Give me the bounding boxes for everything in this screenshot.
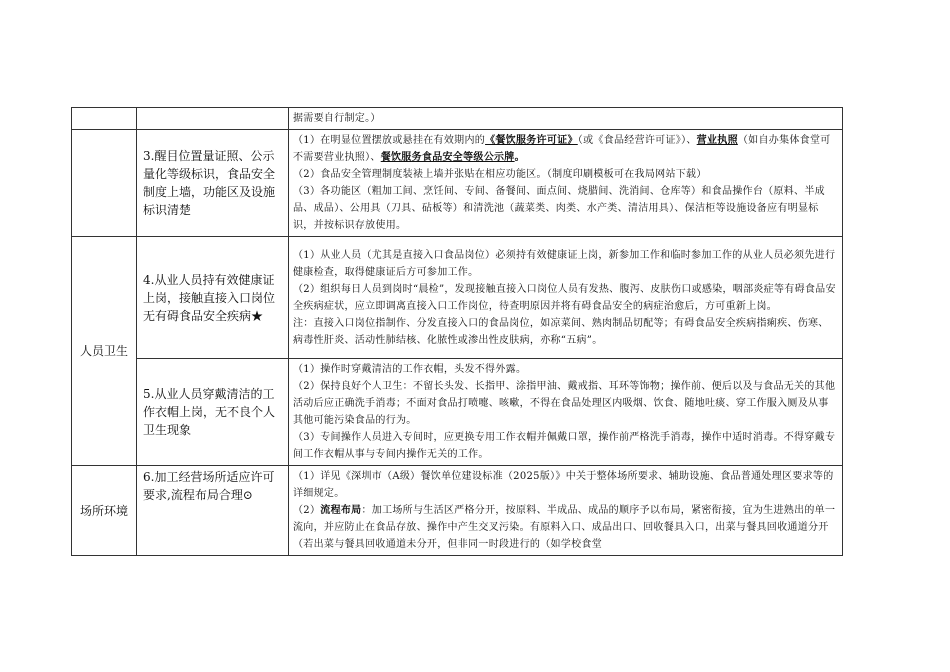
layout-emphasis: 流程布局 (320, 505, 362, 516)
table-row (72, 130, 843, 237)
requirement-cell (289, 130, 843, 237)
requirement-text: 据需要自行制定。） (293, 113, 381, 124)
requirement-cell (289, 359, 843, 466)
business-license-emphasis: 营业执照 (696, 135, 738, 146)
table-row (72, 237, 843, 359)
item-cell: 3.醒目位置量证照、公示量化等级标识，食品安全制度上墙，功能区及设施标识清楚 (137, 130, 289, 237)
requirement-paragraph: （3）专间操作人员进入专间时，应更换专用工作衣帽并佩戴口罩，操作前严格洗手消毒，操作中适时消毒。不得穿戴专间工作衣帽从事与专间内操作无关的工作。 (293, 432, 836, 460)
requirement-paragraph: （2）保持良好个人卫生：不留长头发、长指甲、涂指甲油、戴戒指、耳环等饰物；操作前、便后以及与食品无关的其他活动后应正确洗手消毒；不面对食品打喷嚏、咳嗽，不得在食品处理区内吸烟、饮食、随地吐痰、穿工作服入厕及从事其他可能污染食品的行为。 (293, 381, 836, 426)
requirement-paragraph: （1）从业人员（尤其是直接入口食品岗位）必须持有效健康证上岗，新参加工作和临时参加工作的从业人员必须先进行健康检查，取得健康证后方可参加工作。 (293, 249, 836, 278)
item-cell (137, 108, 289, 130)
table-row (72, 466, 843, 556)
item-cell: 6.加工经营场所适应许可要求,流程布局合理⊙ (137, 466, 289, 556)
text-span: （或《食品经营许可证》）、 (577, 135, 697, 146)
requirement-cell (289, 108, 843, 130)
category-cell (72, 108, 137, 130)
requirement-paragraph: （1）操作时穿戴清洁的工作衣帽，头发不得外露。 (293, 364, 527, 375)
category-personnel: 人员卫生 (72, 237, 137, 466)
requirement-paragraph (293, 132, 838, 166)
text-span: （1）在明显位置摆放或悬挂在有效期内的 (293, 135, 486, 146)
requirement-paragraph: （2）组织每日人员到岗时“晨检”，发现接触直接入口岗位人员有发热、腹泻、皮肤伤口或感染，咽部炎症等有碍食品安全疾病症状，应立即调离直接入口工作岗位，待查明原因并将有碍食品安全的病症治愈后，方可重新上岗。 (293, 283, 836, 312)
requirement-cell (289, 466, 843, 556)
requirement-paragraph (293, 502, 838, 553)
item-cell: 5.从业人员穿戴清洁的工作衣帽上岗，无不良个人卫生现象 (137, 359, 289, 466)
table-row (72, 108, 843, 130)
requirement-paragraph: （3）各功能区（粗加工间、烹饪间、专间、备餐间、面点间、烧腊间、洗消间、仓库等）和食品操作台（原料、半成品、成品）、公用具（刀具、砧板等）和清洗池（蔬菜类、肉类、水产类、清洁用具）、保洁柜等设施设备应有明显标识，并按标识存放使用。 (293, 186, 825, 231)
requirement-paragraph: （1）详见《深圳市（A级）餐饮单位建设标准（2025版）》中关于整体场所要求、辅助设施、食品普通处理区要求等的详细规定。 (293, 471, 834, 499)
item-cell: 4.从业人员持有效健康证上岗，接触直接入口岗位无有碍食品安全疾病★ (137, 237, 289, 359)
text-span: （如自办集体食堂可不需要营业执照）、 (293, 135, 831, 163)
text-span: （2） (293, 505, 321, 516)
table-row (72, 359, 843, 466)
category-cell (72, 130, 137, 237)
inspection-table (71, 107, 843, 556)
requirement-cell (289, 237, 843, 359)
note-paragraph: 注：直接入口岗位指制作、分发直接入口的食品岗位，如凉菜间、熟肉制品切配等；有碍食品安全疾病指痢疾、伤寒、病毒性肝炎、活动性肺结核、化脓性或渗出性皮肤病，亦称“五病”。 (293, 317, 829, 346)
category-site: 场所环境 (72, 466, 137, 556)
requirement-paragraph: （2）食品安全管理制度装裱上墙并张贴在相应功能区。（制度印刷模板可在我局网站下载） (293, 169, 707, 180)
license-emphasis: 《餐饮服务许可证》 (485, 135, 578, 146)
rating-sign-emphasis: 餐饮服务食品安全等级公示牌 (380, 152, 515, 163)
text-span: 。 (514, 152, 525, 163)
text-span: ：加工场所与生活区严格分开，按原料、半成品、成品的顺序予以布局，紧密衔接，宜为生进熟出的单一流向，并应防止在食品存放、操作中产生交叉污染。有原料入口、成品出口、回收餐具入口，出菜与餐具回收通道分开（若出菜与餐具回收通道未分开，但非同一时段进行的（如学校食堂 (293, 505, 836, 550)
